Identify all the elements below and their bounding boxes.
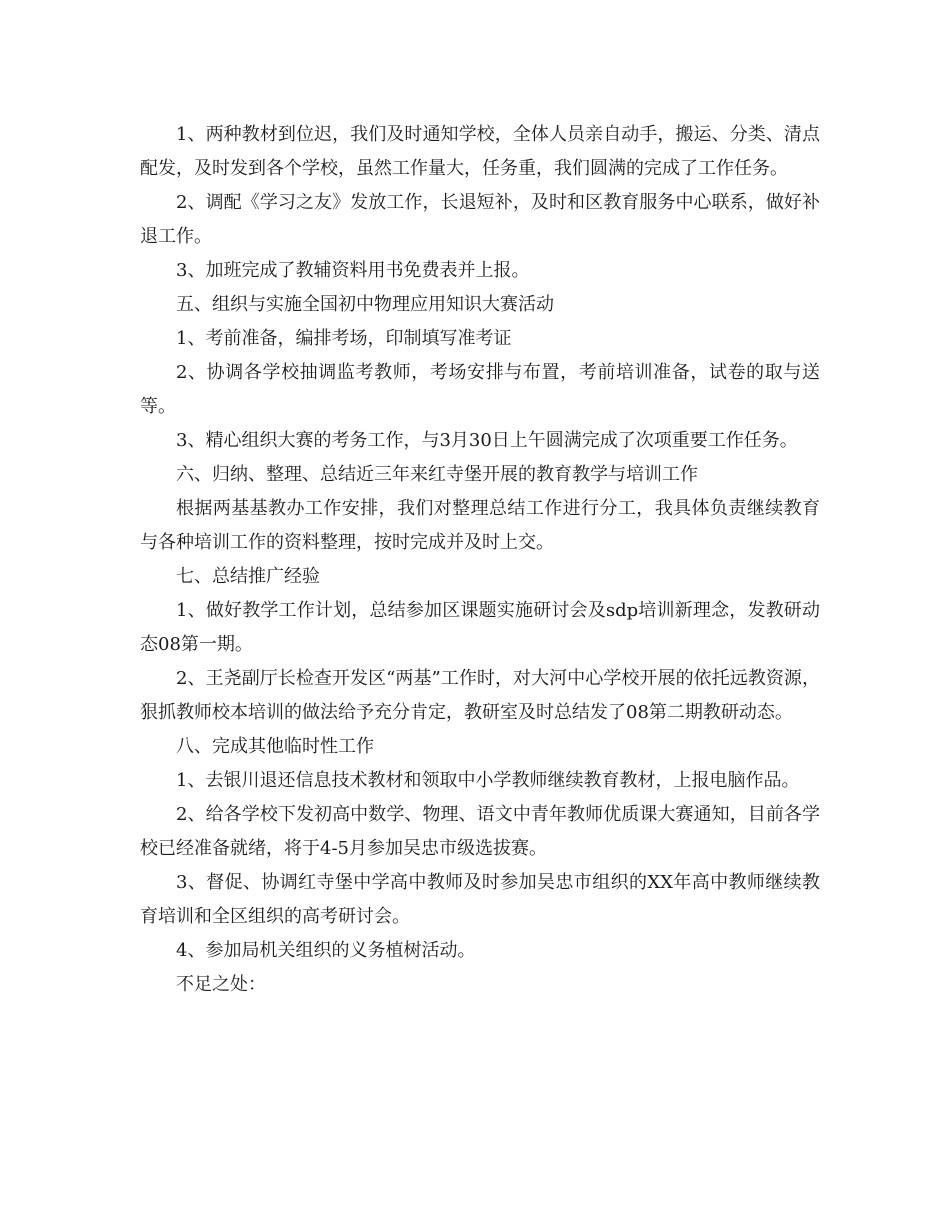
paragraph: 3、精心组织大赛的考务工作，与3月30日上午圆满完成了次项重要工作任务。 (176, 430, 798, 451)
section-heading: 五、组织与实施全国初中物理应用知识大赛活动 (176, 294, 554, 315)
paragraph: 2、王尧副厅长检查开发区“两基”工作时，对大河中心学校开展的依托远教资源，狠抓教师校本培训的做法给予充分肯定，教研室及时总结发了08第二期教研动态。 (140, 668, 820, 723)
paragraph: 1、去银川退还信息技术教材和领取中小学教师继续教育教材，上报电脑作品。 (176, 770, 800, 791)
paragraph: 2、给各学校下发初高中数学、物理、语文中青年教师优质课大赛通知，目前各学校已经准备就绪，将于4-5月参加吴忠市级选拔赛。 (140, 804, 820, 859)
paragraph: 3、督促、协调红寺堡中学高中教师及时参加吴忠市组织的XX年高中教师继续教育培训和全区组织的高考研讨会。 (140, 872, 820, 927)
paragraph: 2、协调各学校抽调监考教师，考场安排与布置，考前培训准备，试卷的取与送等。 (140, 362, 820, 417)
paragraph: 1、考前准备，编排考场，印制填写准考证 (176, 328, 512, 349)
paragraph: 1、做好教学工作计划，总结参加区课题实施研讨会及sdp培训新理念，发教研动态08第一期。 (140, 600, 820, 655)
document-body (140, 118, 820, 1002)
section-heading: 八、完成其他临时性工作 (176, 736, 374, 757)
paragraph: 1、两种教材到位迟，我们及时通知学校，全体人员亲自动手，搬运、分类、清点配发，及时发到各个学校，虽然工作量大，任务重，我们圆满的完成了工作任务。 (140, 124, 820, 179)
paragraph: 不足之处： (176, 974, 266, 995)
section-heading: 六、归纳、整理、总结近三年来红寺堡开展的教育教学与培训工作 (176, 464, 698, 485)
paragraph: 2、调配《学习之友》发放工作，长退短补，及时和区教育服务中心联系，做好补退工作。 (140, 192, 820, 247)
paragraph: 3、加班完成了教辅资料用书免费表并上报。 (176, 260, 530, 281)
section-heading: 七、总结推广经验 (176, 566, 320, 587)
paragraph: 4、参加局机关组织的义务植树活动。 (176, 940, 476, 961)
paragraph: 根据两基基教办工作安排，我们对整理总结工作进行分工，我具体负责继续教育与各种培训工作的资料整理，按时完成并及时上交。 (140, 498, 820, 553)
